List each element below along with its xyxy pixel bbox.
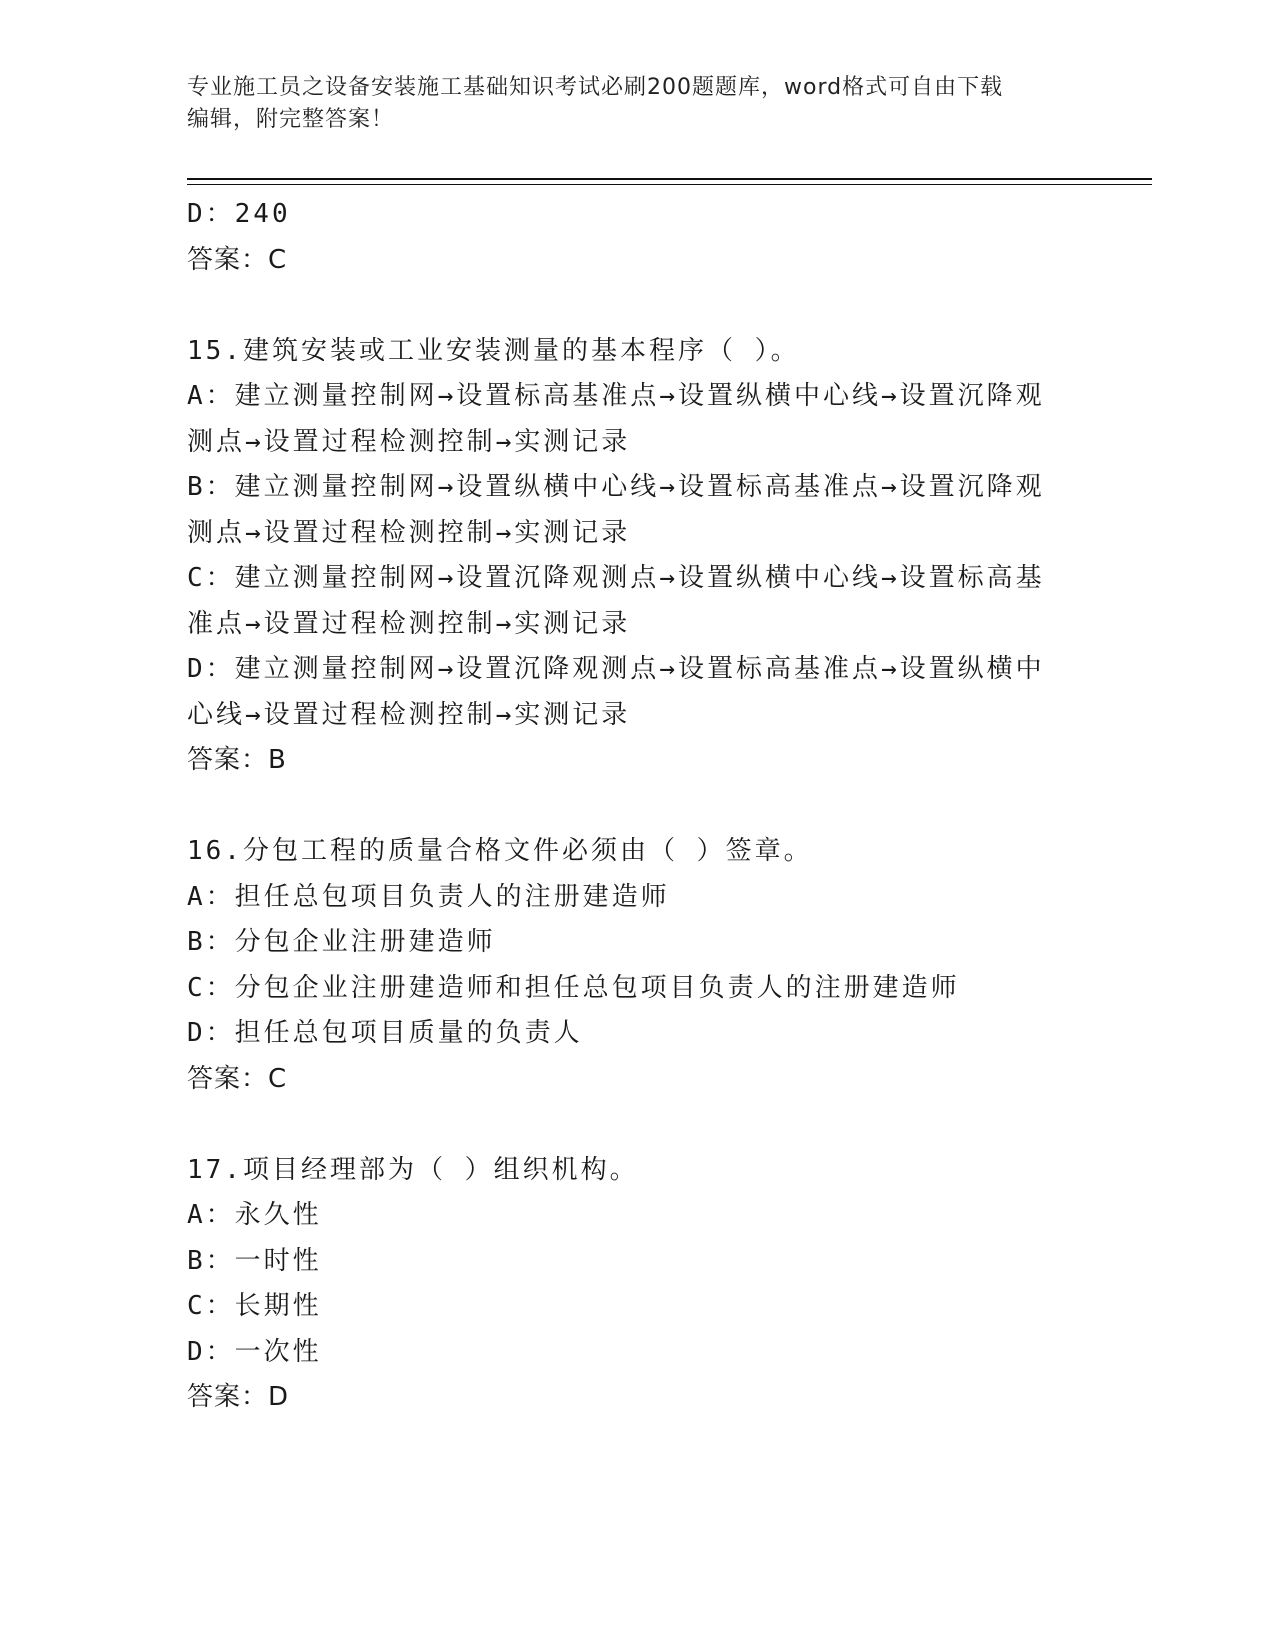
prev-answer: 答案：C	[187, 244, 288, 275]
question-15-option-b-line-2: 测点→设置过程检测控制→实测记录	[187, 517, 631, 548]
question-17-option-d: D：一次性	[187, 1336, 322, 1367]
document-header	[187, 72, 1077, 136]
header-title-line-1: 专业施工员之设备安装施工基础知识考试必刷200题题库，word格式可自由下载	[187, 75, 1004, 100]
question-15-answer: 答案：B	[187, 745, 287, 775]
question-15-option-c-line-2: 准点→设置过程检测控制→实测记录	[187, 608, 631, 639]
question-15-option-a-line-2: 测点→设置过程检测控制→实测记录	[187, 426, 631, 457]
question-15	[187, 329, 1087, 784]
question-16-option-c: C：分包企业注册建造师和担任总包项目负责人的注册建造师	[187, 972, 960, 1003]
question-content	[187, 192, 1087, 1421]
question-15-text: 15.建筑安装或工业安装测量的基本程序（ ）。	[187, 335, 800, 366]
question-17-answer: 答案：D	[187, 1382, 290, 1412]
question-16	[187, 829, 1087, 1102]
question-17	[187, 1148, 1087, 1421]
question-16-option-a: A：担任总包项目负责人的注册建造师	[187, 881, 670, 912]
question-17-option-a: A：永久性	[187, 1200, 322, 1230]
question-17-option-c: C：长期性	[187, 1291, 322, 1321]
question-15-option-a-line-1: A：建立测量控制网→设置标高基准点→设置纵横中心线→设置沉降观	[187, 381, 1045, 411]
header-divider-thick	[187, 178, 1152, 180]
question-17-text: 17.项目经理部为（ ）组织机构。	[187, 1154, 639, 1185]
spacer	[187, 784, 1087, 830]
question-16-option-b: B：分包企业注册建造师	[187, 927, 496, 957]
question-15-option-d-line-1: D：建立测量控制网→设置沉降观测点→设置标高基准点→设置纵横中	[187, 654, 1045, 684]
spacer	[187, 1102, 1087, 1148]
spacer	[187, 283, 1087, 329]
header-divider-thin	[187, 184, 1152, 185]
question-15-option-c-line-1: C：建立测量控制网→设置沉降观测点→设置纵横中心线→设置标高基	[187, 563, 1045, 593]
question-17-option-b: B：一时性	[187, 1245, 322, 1276]
question-16-text: 16.分包工程的质量合格文件必须由（ ）签章。	[187, 836, 813, 866]
prev-option-d: D：240	[187, 199, 291, 229]
question-15-option-b-line-1: B：建立测量控制网→设置纵横中心线→设置标高基准点→设置沉降观	[187, 472, 1045, 502]
question-16-option-d: D：担任总包项目质量的负责人	[187, 1018, 583, 1048]
question-16-answer: 答案：C	[187, 1063, 288, 1094]
header-title-line-2: 编辑，附完整答案！	[187, 107, 395, 132]
question-15-option-d-line-2: 心线→设置过程检测控制→实测记录	[187, 699, 631, 730]
